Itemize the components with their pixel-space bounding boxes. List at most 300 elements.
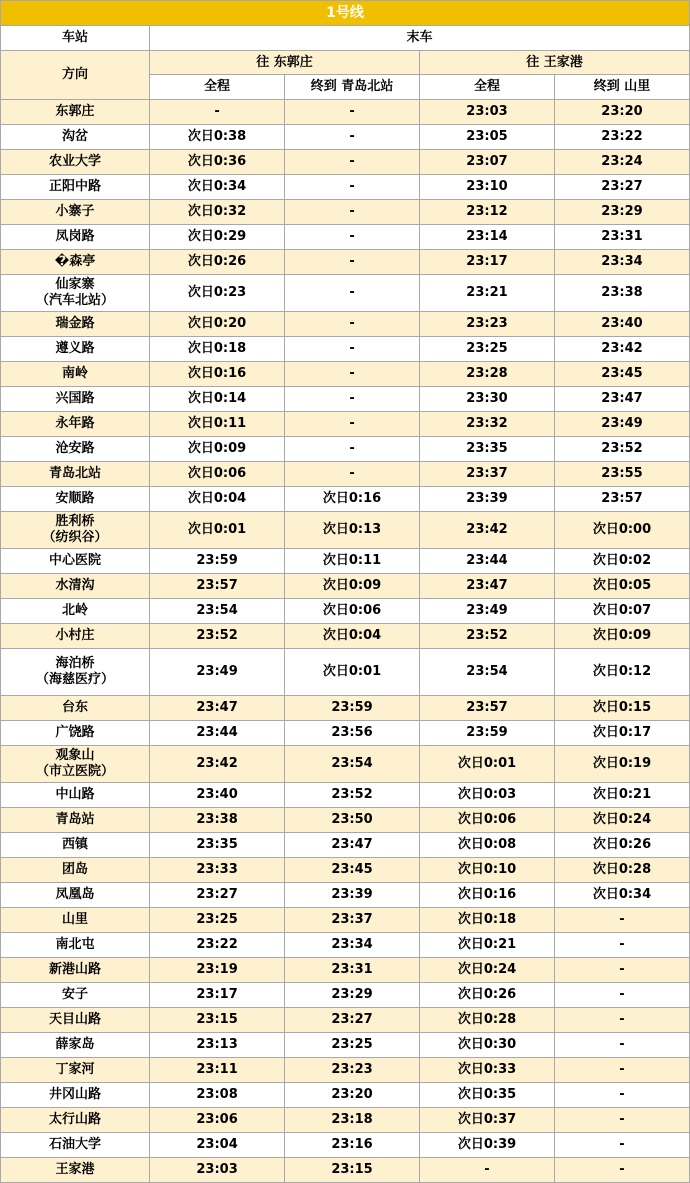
station-name-text: 水清沟 [55, 578, 95, 593]
station-name [1, 337, 150, 362]
time-cell-a-short: - [285, 337, 420, 362]
time-cell-b-short: 次日0:09 [554, 624, 689, 649]
station-row [1, 1158, 690, 1183]
station-name [1, 250, 150, 275]
station-name-text: 仙家寨 [55, 277, 95, 292]
a-full-header: 全程 [150, 75, 285, 100]
header-row-1 [1, 26, 690, 51]
station-row [1, 362, 690, 387]
time-cell-a-short: - [285, 200, 420, 225]
time-cell-b-short: 次日0:07 [554, 599, 689, 624]
station-row [1, 512, 690, 549]
time-cell-a-full: 次日0:06 [150, 462, 285, 487]
time-cell-b-short: 23:45 [554, 362, 689, 387]
station-name [1, 412, 150, 437]
time-cell-b-full: 23:21 [420, 275, 555, 312]
time-cell-b-full: 23:03 [420, 100, 555, 125]
station-name [1, 100, 150, 125]
station-name-text: 井冈山路 [49, 1087, 102, 1102]
station-name-text: 南北屯 [55, 937, 95, 952]
time-cell-b-full: 23:37 [420, 462, 555, 487]
station-row [1, 858, 690, 883]
time-cell-b-short: 23:57 [554, 487, 689, 512]
time-cell-b-short: - [554, 908, 689, 933]
time-cell-b-short: 次日0:12 [554, 649, 689, 696]
station-name [1, 696, 150, 721]
time-cell-a-short: - [285, 225, 420, 250]
station-name [1, 437, 150, 462]
station-row [1, 746, 690, 783]
station-name-text: 遵义路 [55, 341, 95, 356]
station-name-text: 新港山路 [49, 962, 102, 977]
time-cell-a-full: - [150, 100, 285, 125]
station-name [1, 1158, 150, 1183]
station-name [1, 883, 150, 908]
time-cell-b-short: 23:31 [554, 225, 689, 250]
station-name-text: 王家港 [55, 1162, 95, 1177]
time-cell-b-full: 23:10 [420, 175, 555, 200]
station-name-text: 丁家河 [55, 1062, 95, 1077]
direction-b-header: 往 王家港 [420, 51, 690, 75]
time-cell-a-short: 次日0:13 [285, 512, 420, 549]
station-name-text: 农业大学 [49, 154, 102, 169]
time-cell-a-short: 23:54 [285, 746, 420, 783]
time-cell-b-full: 次日0:08 [420, 833, 555, 858]
time-cell-a-short: 23:52 [285, 783, 420, 808]
station-row [1, 1108, 690, 1133]
station-name-text: 南岭 [62, 366, 89, 381]
station-name-text: 海泊桥 [55, 656, 95, 671]
station-row [1, 883, 690, 908]
station-row [1, 808, 690, 833]
station-name [1, 746, 150, 783]
time-cell-b-full: 23:05 [420, 125, 555, 150]
time-cell-a-short: 23:37 [285, 908, 420, 933]
time-cell-b-short: 23:24 [554, 150, 689, 175]
station-name-text: 团岛 [62, 862, 89, 877]
station-name-text: 凤岗路 [55, 229, 95, 244]
time-cell-b-short: 23:20 [554, 100, 689, 125]
time-cell-a-short: 次日0:01 [285, 649, 420, 696]
time-cell-a-short: 23:50 [285, 808, 420, 833]
station-subname-text: （海慈医疗） [36, 672, 115, 687]
station-name [1, 275, 150, 312]
time-cell-a-full: 23:40 [150, 783, 285, 808]
time-cell-b-full: 23:07 [420, 150, 555, 175]
time-cell-b-full: 次日0:06 [420, 808, 555, 833]
station-row [1, 387, 690, 412]
time-cell-a-full: 次日0:26 [150, 250, 285, 275]
b-full-header: 全程 [420, 75, 555, 100]
time-cell-b-full: 次日0:18 [420, 908, 555, 933]
station-row [1, 1008, 690, 1033]
station-name-text: 中山路 [55, 787, 95, 802]
station-name [1, 833, 150, 858]
time-cell-a-full: 23:15 [150, 1008, 285, 1033]
time-cell-b-short: 23:29 [554, 200, 689, 225]
time-cell-b-full: 次日0:39 [420, 1133, 555, 1158]
time-cell-b-full: 23:49 [420, 599, 555, 624]
station-row [1, 100, 690, 125]
time-cell-a-short: 次日0:11 [285, 549, 420, 574]
station-row [1, 412, 690, 437]
station-name-text: 凤凰岛 [55, 887, 95, 902]
time-cell-b-full: 次日0:37 [420, 1108, 555, 1133]
time-cell-b-short: 次日0:15 [554, 696, 689, 721]
station-name-text: 沟岔 [62, 129, 89, 144]
station-row [1, 908, 690, 933]
station-name-text: 石油大学 [49, 1137, 102, 1152]
time-cell-a-short: 23:16 [285, 1133, 420, 1158]
direction-header: 方向 [1, 51, 150, 100]
station-name-text: 安顺路 [55, 491, 95, 506]
station-row [1, 624, 690, 649]
time-cell-a-full: 次日0:11 [150, 412, 285, 437]
station-name-text: 台东 [62, 700, 89, 715]
station-name [1, 487, 150, 512]
time-cell-b-short: 23:27 [554, 175, 689, 200]
time-cell-a-full: 23:08 [150, 1083, 285, 1108]
time-cell-a-short: - [285, 150, 420, 175]
time-cell-b-full: 次日0:24 [420, 958, 555, 983]
station-name [1, 808, 150, 833]
station-name [1, 858, 150, 883]
station-name [1, 649, 150, 696]
station-subname-text: （纺织谷） [42, 530, 108, 545]
station-name-text: 小寨子 [55, 204, 95, 219]
station-row [1, 337, 690, 362]
station-name [1, 1133, 150, 1158]
time-cell-b-full: 23:57 [420, 696, 555, 721]
time-cell-a-full: 23:59 [150, 549, 285, 574]
station-name [1, 362, 150, 387]
time-cell-b-full: 23:42 [420, 512, 555, 549]
time-cell-b-short: 23:42 [554, 337, 689, 362]
time-cell-a-full: 23:11 [150, 1058, 285, 1083]
station-name-text: 正阳中路 [49, 179, 102, 194]
time-cell-b-full: 23:30 [420, 387, 555, 412]
time-cell-a-full: 23:17 [150, 983, 285, 1008]
station-name-text: 观象山 [55, 748, 95, 763]
time-cell-b-short: 23:38 [554, 275, 689, 312]
station-row [1, 958, 690, 983]
time-cell-b-full: 次日0:26 [420, 983, 555, 1008]
station-subname-text: （汽车北站） [36, 293, 115, 308]
time-cell-b-full: - [420, 1158, 555, 1183]
time-cell-a-full: 23:42 [150, 746, 285, 783]
station-name [1, 574, 150, 599]
station-name [1, 462, 150, 487]
time-cell-a-full: 次日0:04 [150, 487, 285, 512]
time-cell-b-short: - [554, 983, 689, 1008]
time-cell-b-full: 23:39 [420, 487, 555, 512]
time-cell-b-full: 23:44 [420, 549, 555, 574]
time-cell-a-full: 次日0:34 [150, 175, 285, 200]
time-cell-a-full: 23:27 [150, 883, 285, 908]
station-name [1, 908, 150, 933]
station-header: 车站 [1, 26, 150, 51]
station-name [1, 175, 150, 200]
station-row [1, 696, 690, 721]
time-cell-b-short: 次日0:02 [554, 549, 689, 574]
station-name-text: 太行山路 [49, 1112, 102, 1127]
time-cell-a-short: - [285, 250, 420, 275]
station-row [1, 1133, 690, 1158]
time-cell-a-full: 次日0:20 [150, 312, 285, 337]
station-name [1, 312, 150, 337]
time-cell-a-full: 23:54 [150, 599, 285, 624]
time-cell-b-short: 23:47 [554, 387, 689, 412]
station-row [1, 225, 690, 250]
station-name-text: 沧安路 [55, 441, 95, 456]
station-row [1, 599, 690, 624]
station-name [1, 721, 150, 746]
time-cell-b-full: 次日0:35 [420, 1083, 555, 1108]
time-cell-a-short: 23:29 [285, 983, 420, 1008]
time-cell-b-short: - [554, 958, 689, 983]
station-name [1, 387, 150, 412]
time-cell-a-short: 23:23 [285, 1058, 420, 1083]
time-cell-b-full: 23:23 [420, 312, 555, 337]
station-row [1, 933, 690, 958]
time-cell-a-full: 23:49 [150, 649, 285, 696]
time-cell-a-full: 23:13 [150, 1033, 285, 1058]
time-cell-a-short: - [285, 312, 420, 337]
time-cell-a-full: 次日0:18 [150, 337, 285, 362]
time-cell-b-short: 23:34 [554, 250, 689, 275]
station-row [1, 721, 690, 746]
station-row [1, 487, 690, 512]
time-cell-a-short: 23:31 [285, 958, 420, 983]
station-row [1, 649, 690, 696]
time-cell-b-full: 次日0:10 [420, 858, 555, 883]
time-cell-b-short: - [554, 1158, 689, 1183]
station-name [1, 549, 150, 574]
station-name [1, 225, 150, 250]
time-cell-b-short: 次日0:00 [554, 512, 689, 549]
time-cell-b-full: 次日0:01 [420, 746, 555, 783]
time-cell-b-short: 次日0:21 [554, 783, 689, 808]
station-name [1, 200, 150, 225]
time-cell-b-full: 次日0:28 [420, 1008, 555, 1033]
station-name-text: 中心医院 [49, 553, 102, 568]
station-name [1, 933, 150, 958]
station-name [1, 958, 150, 983]
station-name [1, 624, 150, 649]
time-cell-a-short: 次日0:04 [285, 624, 420, 649]
station-name [1, 1058, 150, 1083]
time-cell-a-full: 23:22 [150, 933, 285, 958]
time-cell-a-short: 次日0:06 [285, 599, 420, 624]
time-cell-a-short: 23:25 [285, 1033, 420, 1058]
header-row-2 [1, 51, 690, 75]
station-row [1, 574, 690, 599]
time-cell-a-short: - [285, 387, 420, 412]
time-cell-b-full: 23:35 [420, 437, 555, 462]
station-name-text: 薛家岛 [55, 1037, 95, 1052]
station-name [1, 150, 150, 175]
time-cell-b-full: 次日0:30 [420, 1033, 555, 1058]
time-cell-a-short: 23:27 [285, 1008, 420, 1033]
time-cell-a-short: 23:15 [285, 1158, 420, 1183]
station-row [1, 312, 690, 337]
station-name-text: 西镇 [62, 837, 89, 852]
station-name-text: 安子 [62, 987, 89, 1002]
time-cell-b-short: 次日0:28 [554, 858, 689, 883]
station-name [1, 1108, 150, 1133]
time-cell-a-short: - [285, 412, 420, 437]
station-name-text: 小村庄 [55, 628, 95, 643]
time-cell-a-full: 次日0:16 [150, 362, 285, 387]
station-name-text: 东郭庄 [55, 104, 95, 119]
station-name [1, 512, 150, 549]
time-cell-b-full: 23:25 [420, 337, 555, 362]
time-cell-b-short: 次日0:19 [554, 746, 689, 783]
time-cell-b-short: 次日0:34 [554, 883, 689, 908]
time-cell-b-short: - [554, 933, 689, 958]
station-name-text: 山里 [62, 912, 89, 927]
time-cell-a-short: 次日0:16 [285, 487, 420, 512]
time-cell-a-short: - [285, 100, 420, 125]
time-cell-a-short: 次日0:09 [285, 574, 420, 599]
station-row [1, 833, 690, 858]
time-cell-b-short: - [554, 1033, 689, 1058]
time-cell-b-short: 23:22 [554, 125, 689, 150]
title-row [1, 1, 690, 26]
time-cell-a-full: 次日0:14 [150, 387, 285, 412]
time-cell-a-short: 23:56 [285, 721, 420, 746]
last-train-header: 末车 [150, 26, 690, 51]
time-cell-a-short: 23:18 [285, 1108, 420, 1133]
time-cell-b-short: - [554, 1008, 689, 1033]
line-title: 1号线 [1, 1, 690, 26]
time-cell-a-full: 23:57 [150, 574, 285, 599]
direction-a-header: 往 东郭庄 [150, 51, 420, 75]
a-short-header: 终到 青岛北站 [285, 75, 420, 100]
time-cell-a-full: 23:52 [150, 624, 285, 649]
time-cell-a-short: - [285, 462, 420, 487]
station-row [1, 1058, 690, 1083]
station-name-text: 青岛站 [55, 812, 95, 827]
station-name [1, 599, 150, 624]
station-name-text: 天目山路 [49, 1012, 102, 1027]
time-cell-a-short: - [285, 175, 420, 200]
station-row [1, 250, 690, 275]
time-cell-a-full: 23:04 [150, 1133, 285, 1158]
station-name [1, 783, 150, 808]
time-cell-b-short: 23:49 [554, 412, 689, 437]
time-cell-a-full: 23:38 [150, 808, 285, 833]
time-cell-a-full: 23:25 [150, 908, 285, 933]
time-cell-b-full: 次日0:21 [420, 933, 555, 958]
time-cell-a-full: 次日0:36 [150, 150, 285, 175]
time-cell-b-full: 次日0:33 [420, 1058, 555, 1083]
station-name [1, 1008, 150, 1033]
time-cell-a-short: 23:59 [285, 696, 420, 721]
time-cell-a-full: 次日0:01 [150, 512, 285, 549]
station-row [1, 783, 690, 808]
time-cell-a-full: 次日0:32 [150, 200, 285, 225]
station-row [1, 175, 690, 200]
time-cell-b-short: 23:40 [554, 312, 689, 337]
station-name-text: 兴国路 [55, 391, 95, 406]
station-row [1, 275, 690, 312]
time-cell-a-short: - [285, 275, 420, 312]
time-cell-a-full: 23:44 [150, 721, 285, 746]
time-cell-b-short: - [554, 1058, 689, 1083]
time-cell-a-full: 23:03 [150, 1158, 285, 1183]
time-cell-a-short: 23:39 [285, 883, 420, 908]
station-name-text: 广饶路 [55, 725, 95, 740]
station-row [1, 150, 690, 175]
time-cell-a-short: - [285, 362, 420, 387]
time-cell-b-short: - [554, 1083, 689, 1108]
time-cell-a-full: 23:19 [150, 958, 285, 983]
station-name-text: 北岭 [62, 603, 89, 618]
time-cell-a-full: 次日0:09 [150, 437, 285, 462]
station-name-text: 永年路 [55, 416, 95, 431]
time-cell-b-short: 次日0:05 [554, 574, 689, 599]
time-cell-b-short: 次日0:24 [554, 808, 689, 833]
time-cell-a-full: 23:35 [150, 833, 285, 858]
b-short-header: 终到 山里 [554, 75, 689, 100]
time-cell-b-full: 23:52 [420, 624, 555, 649]
station-name-text: �森亭 [54, 254, 96, 269]
station-row [1, 125, 690, 150]
station-name-text: 瑞金路 [55, 316, 95, 331]
station-row [1, 983, 690, 1008]
time-cell-b-full: 23:47 [420, 574, 555, 599]
time-cell-a-short: - [285, 437, 420, 462]
station-row [1, 437, 690, 462]
station-subname-text: （市立医院） [36, 764, 115, 779]
time-cell-b-full: 23:17 [420, 250, 555, 275]
time-cell-a-full: 23:06 [150, 1108, 285, 1133]
time-cell-a-full: 次日0:29 [150, 225, 285, 250]
time-cell-b-full: 次日0:03 [420, 783, 555, 808]
time-cell-a-short: 23:45 [285, 858, 420, 883]
time-cell-a-full: 次日0:38 [150, 125, 285, 150]
time-cell-b-full: 次日0:16 [420, 883, 555, 908]
time-cell-b-full: 23:54 [420, 649, 555, 696]
time-cell-b-short: 次日0:26 [554, 833, 689, 858]
station-name [1, 1033, 150, 1058]
station-name-text: 青岛北站 [49, 466, 102, 481]
station-row [1, 1033, 690, 1058]
station-row [1, 462, 690, 487]
station-name [1, 125, 150, 150]
time-cell-a-short: 23:47 [285, 833, 420, 858]
time-cell-b-full: 23:59 [420, 721, 555, 746]
time-cell-a-full: 23:33 [150, 858, 285, 883]
station-name [1, 1083, 150, 1108]
time-cell-a-short: 23:20 [285, 1083, 420, 1108]
station-name-text: 胜利桥 [55, 514, 95, 529]
station-row [1, 549, 690, 574]
time-cell-a-short: 23:34 [285, 933, 420, 958]
time-cell-b-full: 23:32 [420, 412, 555, 437]
time-cell-b-short: 23:55 [554, 462, 689, 487]
time-cell-a-full: 23:47 [150, 696, 285, 721]
time-cell-b-full: 23:14 [420, 225, 555, 250]
time-cell-b-short: - [554, 1133, 689, 1158]
time-cell-b-short: 23:52 [554, 437, 689, 462]
station-row [1, 200, 690, 225]
time-cell-b-full: 23:28 [420, 362, 555, 387]
time-cell-b-full: 23:12 [420, 200, 555, 225]
station-name [1, 983, 150, 1008]
time-cell-a-short: - [285, 125, 420, 150]
